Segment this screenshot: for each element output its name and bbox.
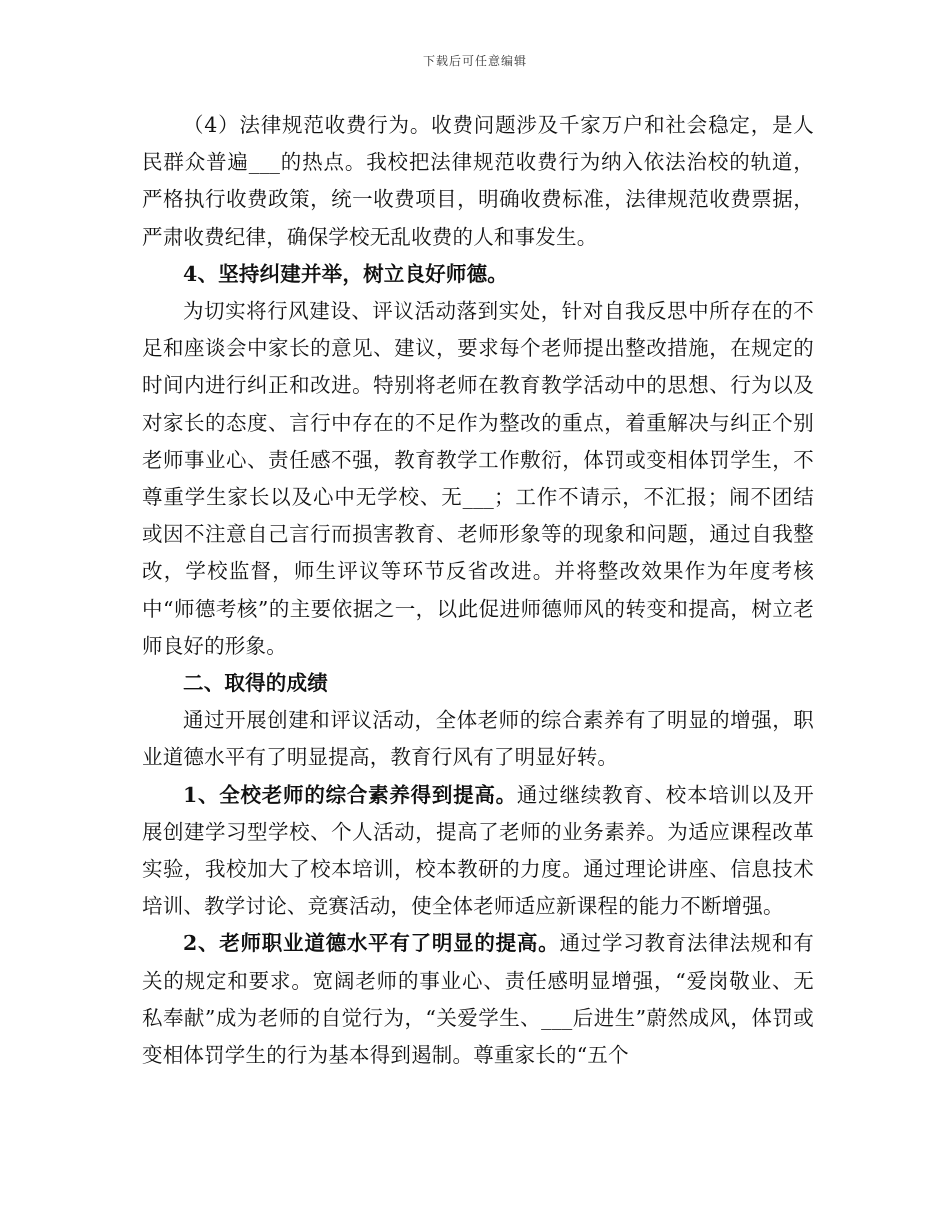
page-header: 下载后可任意编辑 (422, 54, 527, 68)
document-body (142, 107, 814, 1074)
paragraph-ethics-improved (142, 925, 814, 1074)
paragraph-achievements-summary: 通过开展创建和评议活动，全体老师的综合素养有了明显的增强，职业道德水平有了明显提高，教育行风有了明显好转。 (142, 708, 814, 770)
paragraph-lead-quality: 1、全校老师的综合素养得到提高。 (183, 782, 517, 807)
paragraph-body-ethics: 通过学习教育法律法规和有关的规定和要求。宽阔老师的事业心、责任感明显增强，“爱岗敬业、无私奉献”成为老师的自觉行为，“关爱学生、___后进生”蔚然成风，体罚或变相体罚学生的行为基本得到遏制。尊重家长的“五个 (142, 931, 814, 1068)
section-heading-teacher-ethics: 4、坚持纠建并举，树立良好师德。 (183, 261, 508, 286)
paragraph-rectification: 为切实将行风建设、评议活动落到实处，针对自我反思中所存在的不足和座谈会中家长的意见、建议，要求每个老师提出整改措施，在规定的时间内进行纠正和改进。特别将老师在教育教学活动中的思想、行为以及对家长的态度、言行中存在的不足作为整改的重点，着重解决与纠正个别老师事业心、责任感不强，教育教学工作敷衍，体罚或变相体罚学生，不尊重学生家长以及心中无学校、无___；工作不请示，不汇报；闹不团结或因不注意自己言行而损害教育、老师形象等的现象和问题，通过自我整改，学校监督，师生评议等环节反省改进。并将整改效果作为年度考核中“师德考核”的主要依据之一，以此促进师德师风的转变和提高，树立老师良好的形象。 (142, 299, 814, 658)
paragraph-lead-ethics: 2、老师职业道德水平有了明显的提高。 (183, 931, 560, 956)
paragraph-body-quality: 通过继续教育、校本培训以及开展创建学习型学校、个人活动，提高了老师的业务素养。为适应课程改革实验，我校加大了校本培训，校本教研的力度。通过理论讲座、信息技术培训、教学讨论、竞赛活动，使全体老师适应新课程的能力不断增强。 (142, 782, 814, 919)
paragraph-fee-regulation: （4）法律规范收费行为。收费问题涉及千家万户和社会稳定，是人民群众普遍___的热点。我校把法律规范收费行为纳入依法治校的轨道，严格执行收费政策，统一收费项目，明确收费标准，法律规范收费票据，严肃收费纪律，确保学校无乱收费的人和事发生。 (142, 113, 814, 249)
section-heading-achievements: 二、取得的成绩 (183, 671, 328, 696)
paragraph-quality-improved (142, 777, 814, 926)
